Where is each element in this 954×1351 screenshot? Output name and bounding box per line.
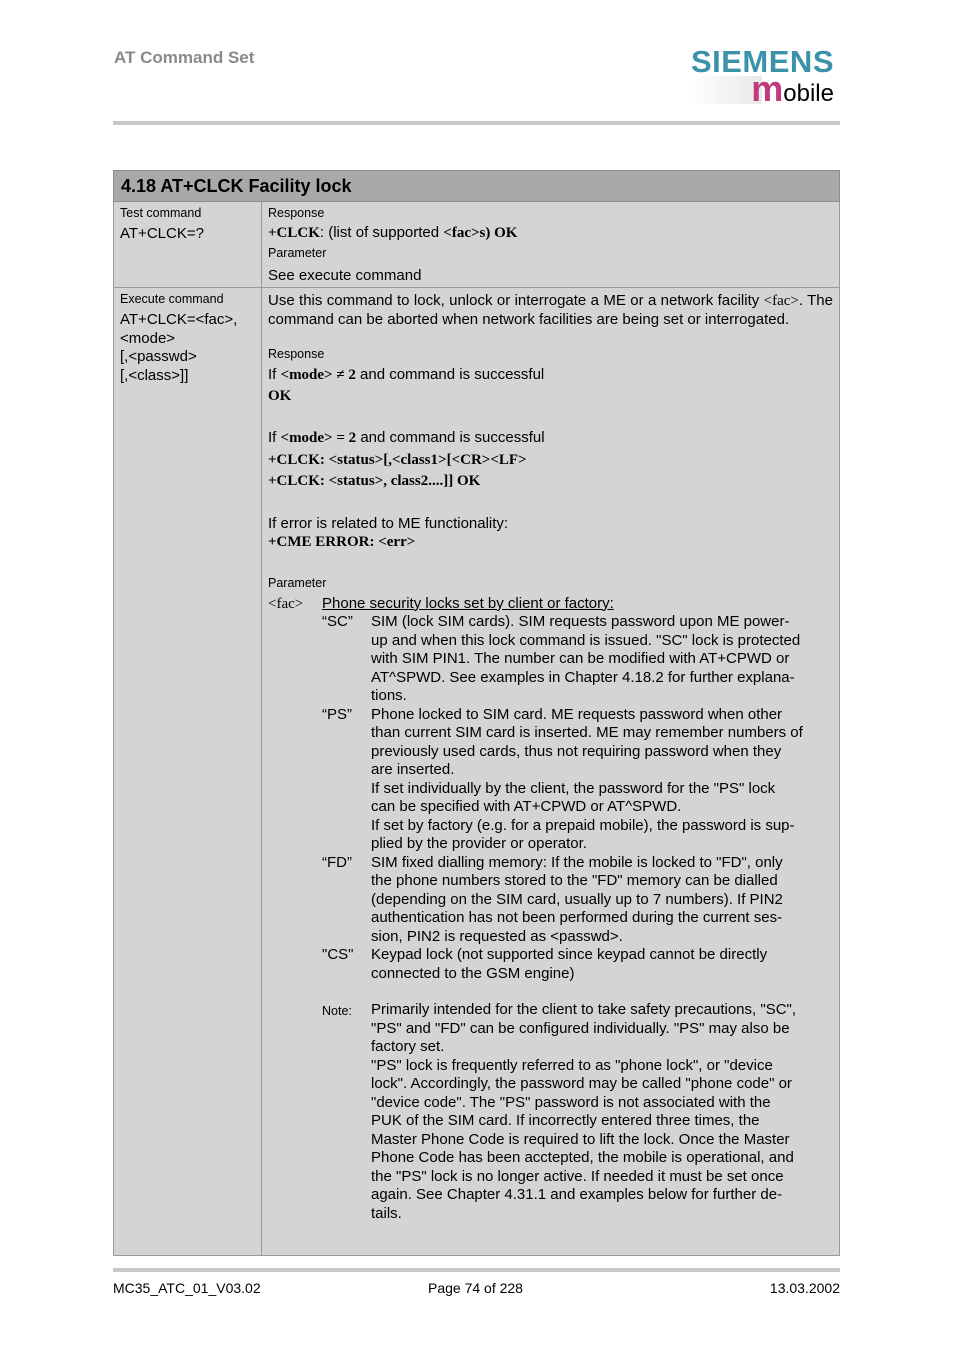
siemens-mobile-logo [690,44,838,109]
test-response-cell [262,202,839,289]
footer-doc-id: MC35_ATC_01_V03.02 [113,1280,261,1296]
desc-line: up and when this lock command is issued. "SC" lock is protected [371,631,801,649]
spacer [268,329,833,347]
footer-divider [113,1268,840,1272]
response-mid: : (list of supported [319,224,444,241]
parameter-label: Parameter [268,575,327,590]
section-heading: 4.18 AT+CLCK Facility lock [113,170,840,202]
fac-key: “SC” [322,613,353,630]
clck-response-line: +CLCK: <status>, class2....]] OK [268,473,481,489]
fac-item-sc [268,613,833,706]
note-line: tails. [371,1204,402,1222]
desc-line: If set by factory (e.g. for a prepaid mobile), the password is sup- [371,816,795,834]
footer-date: 13.03.2002 [769,1280,840,1296]
fac-value [371,854,833,947]
note-line: PUK of the SIM card. If incorrectly entered three times, the [371,1112,760,1129]
fac-item-fd [268,854,833,947]
document-header-title: AT Command Set [114,48,255,67]
response-label: Response [268,206,325,220]
fac-label: <fac> [268,595,304,612]
desc-line: the phone numbers stored to the "FD" memory can be dialled [371,872,778,889]
execute-command-label: Execute command [120,292,224,306]
ok-response: OK [268,387,292,404]
fac-value [371,613,833,706]
note-line: factory set. [371,1038,445,1055]
note-line: again. See Chapter 4.31.1 and examples below for further de- [371,1186,783,1203]
syntax-line: <mode> [120,329,176,347]
desc-line: tions. [371,687,407,704]
fac-item-ps [268,706,833,854]
intro-text-a: Use this command to lock, unlock or interrogate a ME or a network facility [268,292,764,309]
desc-line: connected to the GSM engine) [371,964,575,982]
fac-key: "CS" [322,946,354,963]
note-label: Note: [322,1004,352,1018]
note-line: Master Phone Code is required to lift the lock. Once the Master [371,1130,790,1148]
fac-value [371,946,833,983]
execute-command-syntax [120,311,255,385]
note-line: Phone Code has been acctepted, the mobile is operational, and [371,1149,794,1166]
syntax-line: [,<passwd> [120,348,197,365]
note-text [371,1001,833,1223]
mode-condition: <mode> ≠ 2 [280,367,356,383]
if-mode-2 [268,429,833,448]
fac-item-cs [268,946,833,983]
desc-line: with SIM PIN1. The number can be modified with AT+CPWD or [371,650,790,667]
desc-line: plied by the provider or operator. [371,835,587,852]
test-response-text [268,224,833,243]
fac-key: “FD” [322,853,352,871]
desc-line: SIM fixed dialling memory: If the mobile is locked to "FD", only [371,853,783,871]
desc-line: sion, PIN2 is requested as <passwd>. [371,927,623,945]
desc-line: authentication has not been performed during the current ses- [371,909,783,926]
logo-m-letter: m [751,68,784,109]
spacer [268,405,833,429]
parameter-label: Parameter [268,245,327,260]
desc-line: can be specified with AT+CPWD or AT^SPWD. [371,798,682,815]
spacer [268,983,833,1001]
note-line: the "PS" lock is no longer active. If needed it must be set once [371,1167,784,1185]
logo-siemens-text: SIEMENS [690,44,834,79]
intro-text-b: . The command can be aborted when network facilities are being set or interrogated. [268,292,833,328]
if-text-tail: and command is successful [355,366,545,383]
syntax-line: [,<class>]] [120,366,189,384]
response-prefix: +CLCK [268,225,320,241]
fac-description: Phone security locks set by client or factory: [322,594,614,612]
intro-paragraph [268,292,833,329]
footer-page-number: Page 74 of 228 [428,1280,523,1296]
execute-description-cell [262,288,839,1227]
command-table [113,170,840,1256]
desc-line: previously used cards, thus not requiring password when they [371,742,782,760]
desc-line: Phone locked to SIM card. ME requests password when other [371,705,783,723]
header-divider [113,121,840,125]
if-mode-not-2 [268,366,833,385]
logo-mobile-rest: obile [783,80,834,107]
logo-mobile-text [751,68,834,109]
intro-fac: <fac> [763,293,799,309]
desc-line: AT^SPWD. See examples in Chapter 4.18.2 for further explana- [371,668,795,686]
execute-command-row [113,288,840,1256]
error-condition: If error is related to ME functionality: [268,514,509,532]
cme-error: +CME ERROR: <err> [268,534,416,550]
test-command-label: Test command [120,206,202,220]
desc-line: SIM (lock SIM cards). SIM requests password upon ME power- [371,613,790,630]
note-line: "PS" lock is frequently referred to as "phone lock", or "device [371,1056,773,1074]
if-text-tail: and command is successful [356,429,545,446]
test-command-row [113,202,840,288]
response-label: Response [268,347,325,361]
spacer [268,491,833,515]
desc-line: If set individually by the client, the password for the "PS" lock [371,779,776,797]
fac-key: “PS” [322,705,352,723]
execute-command-cell [114,288,262,1255]
spacer [268,552,833,576]
clck-response-line: +CLCK: <status>[,<class1>[<CR><LF> [268,451,527,468]
test-command-syntax: AT+CLCK=? [120,225,204,242]
desc-line: (depending on the SIM card, usually up to 7 numbers). If PIN2 [371,890,783,908]
note-line: "device code". The "PS" password is not associated with the [371,1093,771,1111]
desc-line: than current SIM card is inserted. ME may remember numbers of [371,724,803,741]
syntax-line: AT+CLCK=<fac>, [120,311,238,328]
fac-parameter [268,595,833,614]
if-text: If [268,366,281,383]
desc-line: are inserted. [371,761,455,778]
mode-condition: <mode> = 2 [280,430,357,446]
note-line: "PS" and "FD" can be configured individually. "PS" may also be [371,1019,790,1037]
parameter-text: See execute command [268,266,422,284]
if-text: If [268,429,281,446]
note-line: lock". Accordingly, the password may be called "phone code" or [371,1075,792,1092]
test-command-cell [114,202,262,287]
note-line: Primarily intended for the client to take safety precautions, "SC", [371,1001,797,1018]
fac-value [371,706,833,854]
fac-note [268,1001,833,1223]
response-bold: <fac>s) OK [443,225,518,241]
desc-line: Keypad lock (not supported since keypad cannot be directly [371,946,768,963]
